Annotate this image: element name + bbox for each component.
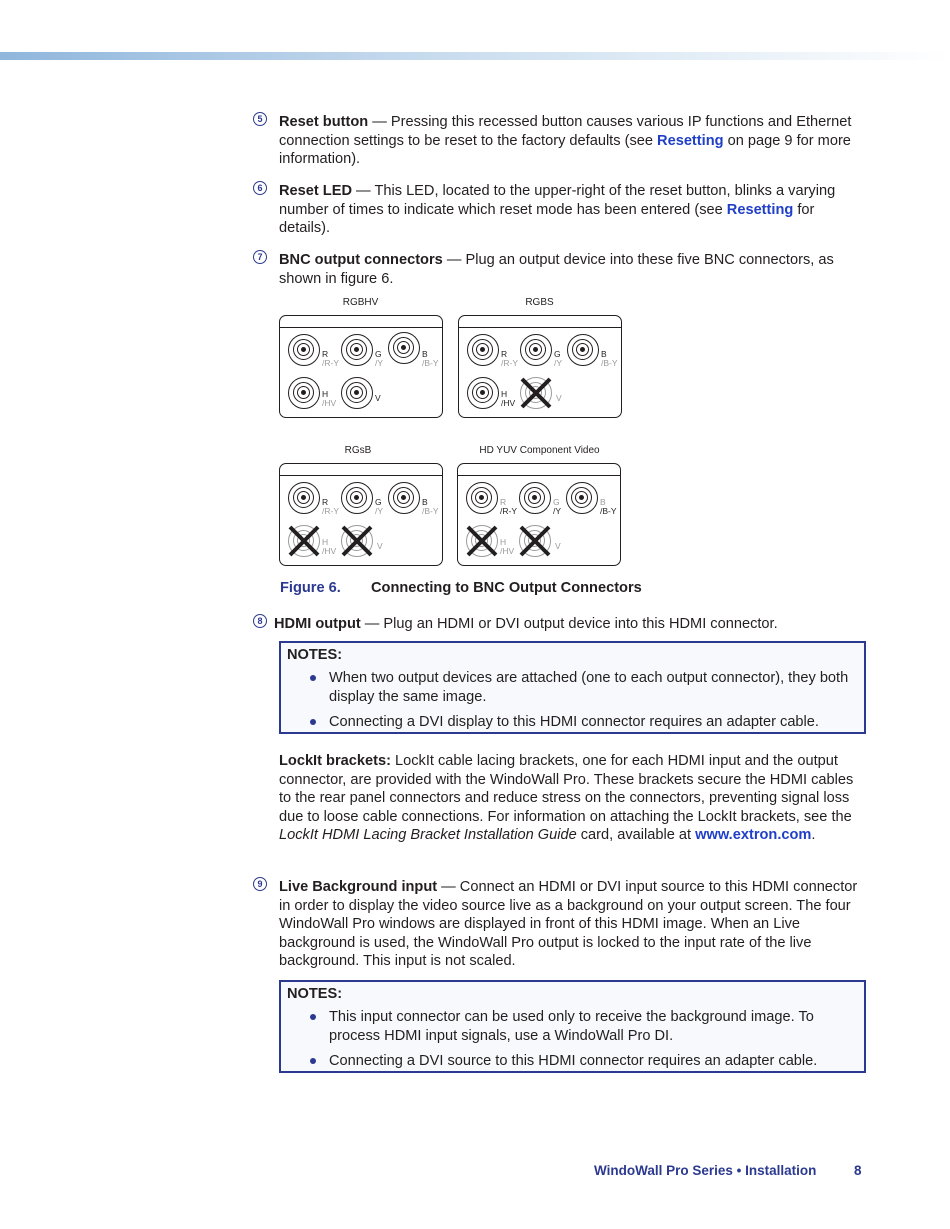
item-text: — This LED, located to the upper-right of the reset button, blinks a varying number of times to indicate which reset mode has been entered (see bbox=[279, 183, 836, 218]
item-bnc-output bbox=[279, 251, 865, 288]
label-g-sub: /Y bbox=[553, 506, 562, 516]
bullet-icon bbox=[310, 1058, 316, 1064]
extron-website-link[interactable]: www.extron.com bbox=[695, 827, 812, 844]
page-number: 8 bbox=[854, 1163, 862, 1178]
item-live-background-input bbox=[279, 878, 865, 971]
notes-box-hdmi-output bbox=[279, 641, 866, 734]
footer-title: WindoWall Pro Series • Installation bbox=[594, 1163, 817, 1178]
item-reset-button bbox=[279, 113, 865, 169]
lockit-title: LockIt brackets: bbox=[279, 753, 391, 769]
label-r: R bbox=[322, 349, 329, 359]
bullet-icon bbox=[310, 675, 316, 681]
unused-x-icon bbox=[340, 524, 374, 558]
item-hdmi-output bbox=[274, 615, 860, 634]
bnc-connector-r bbox=[467, 334, 499, 366]
label-g-sub: /Y bbox=[554, 358, 563, 368]
unused-x-icon bbox=[518, 524, 552, 558]
bnc-connector-b bbox=[567, 334, 599, 366]
panel-title-rgbs: RGBS bbox=[525, 297, 554, 308]
label-b-sub: /B-Y bbox=[422, 506, 439, 516]
label-r-sub: /R-Y bbox=[322, 506, 339, 516]
panel-rgsb bbox=[279, 463, 443, 566]
label-b-sub: /B-Y bbox=[422, 358, 439, 368]
bnc-connector-v-unused bbox=[519, 525, 551, 557]
item-title: Reset button bbox=[279, 114, 369, 130]
figure-caption-text: Connecting to BNC Output Connectors bbox=[371, 580, 642, 596]
bnc-connector-g bbox=[341, 334, 373, 366]
label-r: R bbox=[501, 349, 508, 359]
label-b-sub: /B-Y bbox=[601, 358, 618, 368]
lockit-guide-title: LockIt HDMI Lacing Bracket Installation Guide bbox=[279, 827, 577, 844]
label-g: G bbox=[375, 349, 382, 359]
item-title: HDMI output bbox=[274, 616, 361, 632]
label-b: B bbox=[422, 497, 428, 507]
bnc-connector-v-unused bbox=[341, 525, 373, 557]
label-r: R bbox=[322, 497, 329, 507]
figure-bnc-connectors bbox=[279, 294, 624, 569]
item-reset-led bbox=[279, 182, 865, 238]
item-title: Reset LED bbox=[279, 183, 352, 199]
label-g: G bbox=[375, 497, 382, 507]
label-h: H bbox=[322, 389, 329, 399]
panel-rgbs bbox=[458, 315, 622, 418]
label-h: H bbox=[500, 537, 507, 547]
note-item: Connecting a DVI display to this HDMI connector requires an adapter cable. bbox=[329, 714, 819, 730]
label-v: V bbox=[375, 393, 381, 403]
unused-x-icon bbox=[287, 524, 321, 558]
figure-caption-number: Figure 6. bbox=[280, 580, 341, 596]
lockit-text: LockIt cable lacing brackets, one for each HDMI input and the output connector, are provided with the WindoWall Pro. These brackets secure the HDMI cables to the rear panel connectors and reduce stress on the connectors, preventing signal loss due to loose cable connections. For information on attaching the LockIt brackets, see the bbox=[279, 753, 854, 825]
item-text-end: for details). bbox=[279, 201, 815, 237]
label-r-sub: /R-Y bbox=[322, 358, 339, 368]
label-g-sub: /Y bbox=[375, 358, 384, 368]
bnc-connector-b bbox=[388, 332, 420, 364]
item-text: — Connect an HDMI or DVI input source to this HDMI connector in order to display the video source live as a background on your output screen. The four WindoWall Pro windows are displayed in front of this HDMI image. When an Live background is used, the WindoWall Pro output is locked to the input rate of the live background. This input is not scaled. bbox=[279, 879, 858, 970]
callout-number-9: 9 bbox=[253, 877, 267, 891]
label-v: V bbox=[556, 393, 562, 403]
panel-rgbhv bbox=[279, 315, 443, 418]
bnc-connector-v bbox=[341, 377, 373, 409]
label-b: B bbox=[601, 349, 607, 359]
label-v: V bbox=[377, 541, 383, 551]
bullet-icon bbox=[310, 1014, 316, 1020]
label-h: H bbox=[322, 537, 329, 547]
bnc-connector-v-unused bbox=[520, 377, 552, 409]
resetting-link[interactable]: Resetting bbox=[657, 132, 724, 149]
item-text: — Plug an HDMI or DVI output device into this HDMI connector. bbox=[360, 616, 778, 632]
callout-number-6: 6 bbox=[253, 181, 267, 195]
bnc-connector-r bbox=[466, 482, 498, 514]
bullet-icon bbox=[310, 719, 316, 725]
label-b: B bbox=[600, 497, 606, 507]
bnc-connector-r bbox=[288, 334, 320, 366]
bnc-connector-h-unused bbox=[288, 525, 320, 557]
unused-x-icon bbox=[465, 524, 499, 558]
notes-title: NOTES: bbox=[287, 647, 343, 663]
note-item: Connecting a DVI source to this HDMI connector requires an adapter cable. bbox=[329, 1053, 818, 1069]
notes-title: NOTES: bbox=[287, 986, 343, 1002]
label-g-sub: /Y bbox=[375, 506, 384, 516]
label-h: H bbox=[501, 389, 508, 399]
label-b: B bbox=[422, 349, 428, 359]
bnc-connector-b bbox=[388, 482, 420, 514]
callout-number-8: 8 bbox=[253, 614, 267, 628]
unused-x-icon bbox=[519, 376, 553, 410]
label-h-sub: /HV bbox=[322, 546, 337, 556]
bnc-connector-g bbox=[519, 482, 551, 514]
item-text: — Pressing this recessed button causes various IP functions and Ethernet connection settings to be reset to the factory defaults (see bbox=[279, 114, 852, 149]
panel-hd-yuv bbox=[457, 463, 621, 566]
item-text-end: on page 9 for more information). bbox=[279, 132, 851, 168]
item-title: BNC output connectors bbox=[279, 252, 443, 268]
note-item: This input connector can be used only to receive the background image. To process HDMI input signals, use a WindoWall Pro DI. bbox=[329, 1009, 814, 1044]
item-text: — Plug an output device into these five BNC connectors, as shown in figure 6. bbox=[279, 252, 834, 287]
label-h-sub: /HV bbox=[322, 398, 337, 408]
label-r: R bbox=[500, 497, 507, 507]
bnc-connector-h-unused bbox=[466, 525, 498, 557]
bnc-connector-h bbox=[288, 377, 320, 409]
lockit-text-2: card, available at bbox=[576, 827, 696, 844]
callout-number-5: 5 bbox=[253, 112, 267, 126]
note-item: When two output devices are attached (one to each output connector), they both display the same image. bbox=[329, 670, 849, 705]
callout-number-7: 7 bbox=[253, 250, 267, 264]
bnc-connector-r bbox=[288, 482, 320, 514]
label-b-sub: /B-Y bbox=[600, 506, 617, 516]
panel-title-hd-yuv: HD YUV Component Video bbox=[479, 445, 600, 456]
label-g: G bbox=[554, 349, 561, 359]
bnc-connector-h bbox=[467, 377, 499, 409]
bnc-connector-g bbox=[520, 334, 552, 366]
bnc-connector-g bbox=[341, 482, 373, 514]
lockit-brackets-paragraph bbox=[279, 752, 865, 845]
notes-box-live-background bbox=[279, 980, 866, 1073]
label-r-sub: /R-Y bbox=[500, 506, 517, 516]
item-title: Live Background input bbox=[279, 879, 438, 895]
panel-title-rgbhv: RGBHV bbox=[342, 297, 379, 308]
label-h-sub: /HV bbox=[501, 398, 516, 408]
header-band bbox=[0, 52, 950, 60]
resetting-link[interactable]: Resetting bbox=[726, 201, 794, 218]
bnc-connector-b bbox=[566, 482, 598, 514]
label-h-sub: /HV bbox=[500, 546, 515, 556]
lockit-end: . bbox=[811, 827, 816, 844]
label-r-sub: /R-Y bbox=[501, 358, 518, 368]
label-v: V bbox=[555, 541, 561, 551]
label-g: G bbox=[553, 497, 560, 507]
panel-title-rgsb: RGsB bbox=[344, 445, 372, 456]
